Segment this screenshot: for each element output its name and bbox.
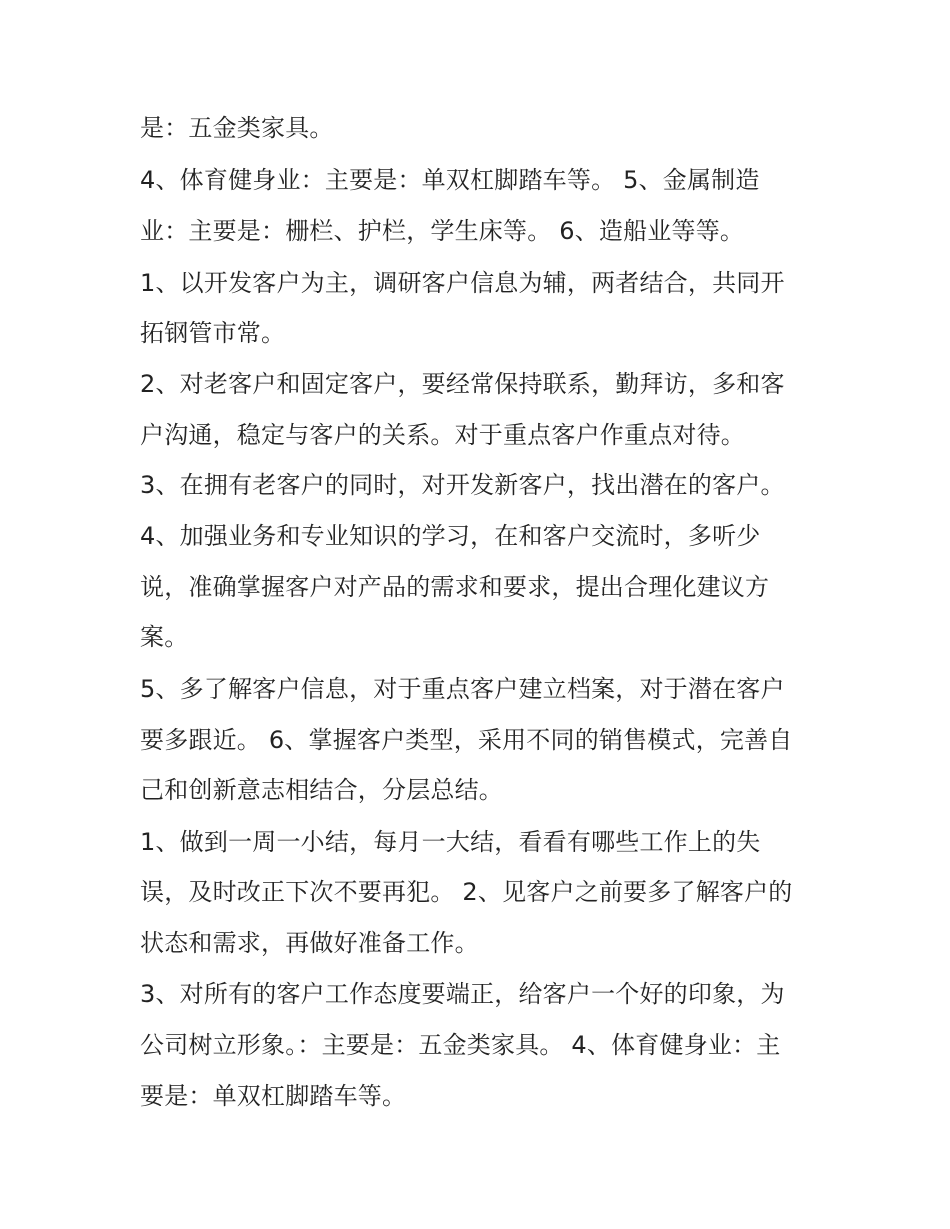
text-line: 拓钢管市常。 [140, 319, 286, 347]
text-line: 案。 [140, 623, 189, 651]
text-line: 误，及时改正下次不要再犯。 2、见客户之前要多了解客户的 [140, 878, 793, 906]
text-line: 1、以开发客户为主，调研客户信息为辅，两者结合，共同开 [140, 269, 785, 297]
text-line: 4、加强业务和专业知识的学习，在和客户交流时，多听少 [140, 522, 761, 550]
text-line: 4、体育健身业：主要是：单双杠脚踏车等。 5、金属制造 [140, 166, 760, 194]
text-line: 状态和需求，再做好准备工作。 [140, 929, 479, 957]
text-line: 2、对老客户和固定客户，要经常保持联系，勤拜访，多和客 [140, 370, 785, 398]
text-line: 业：主要是：栅栏、护栏，学生床等。 6、造船业等等。 [140, 217, 745, 245]
text-line: 3、在拥有老客户的同时，对开发新客户，找出潜在的客户。 [140, 471, 785, 499]
text-line: 户沟通，稳定与客户的关系。对于重点客户作重点对待。 [140, 421, 745, 449]
text-line: 己和创新意志相结合，分层总结。 [140, 776, 503, 804]
text-line: 是：五金类家具。 [140, 114, 334, 142]
text-line: 5、多了解客户信息，对于重点客户建立档案，对于潜在客户 [140, 675, 785, 703]
text-line: 1、做到一周一小结，每月一大结，看看有哪些工作上的失 [140, 828, 761, 856]
text-line: 3、对所有的客户工作态度要端正，给客户一个好的印象，为 [140, 980, 785, 1008]
text-line: 要多跟近。 6、掌握客户类型，采用不同的销售模式，完善自 [140, 726, 793, 754]
text-line: 公司树立形象。：主要是：五金类家具。 4、体育健身业：主 [140, 1031, 781, 1059]
text-line: 说，准确掌握客户对产品的需求和要求，提出合理化建议方 [140, 573, 770, 601]
text-line: 要是：单双杠脚踏车等。 [140, 1082, 407, 1110]
